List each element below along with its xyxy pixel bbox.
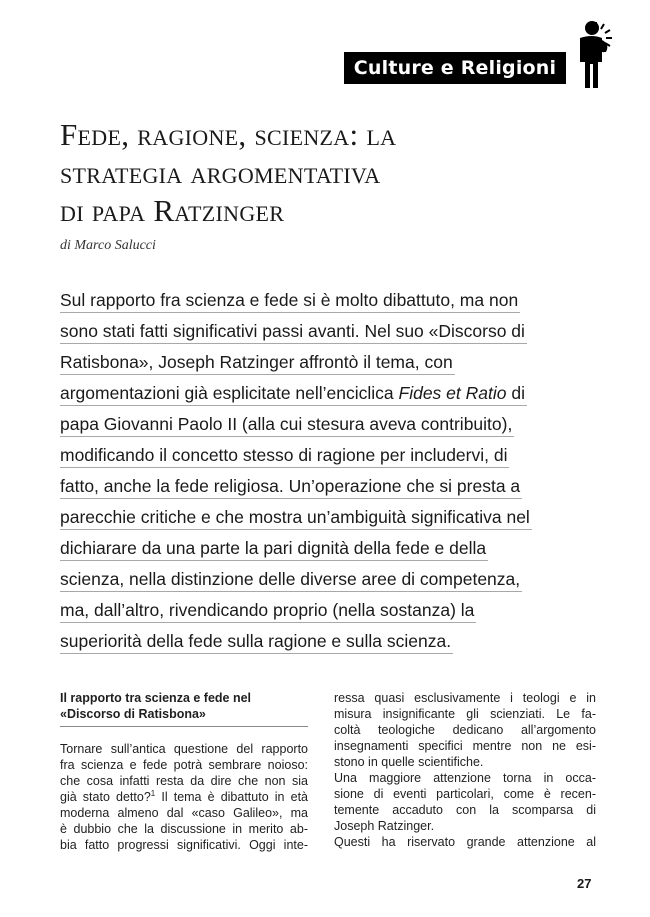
body-line: bia fatto progressi significativi. Oggi inte- (60, 838, 308, 852)
abstract-text: argomentazioni già esplicitate nell’enciclica (60, 383, 399, 403)
body-text: Il tema è dibattuto in età (155, 790, 309, 804)
body-line (60, 789, 308, 805)
subheading-divider (60, 726, 308, 727)
body-line: Joseph Ratzinger. (334, 819, 435, 833)
title-line: strategia argomentativa (60, 155, 381, 190)
body-line: Una maggiore attenzione torna in occa- (334, 771, 596, 785)
title-line: di papa Ratzinger (60, 193, 285, 228)
subheading-line: «Discorso di Ratisbona» (60, 707, 206, 721)
section-subheading (60, 690, 308, 722)
body-line: che cosa infatti resta da dire che non sia (60, 774, 308, 788)
body-line: Tornare sull’antica questione del rapporto (60, 742, 308, 756)
body-text: già stato detto? (60, 790, 151, 804)
abstract-line: papa Giovanni Paolo II (alla cui stesura aveva contribuito), (60, 412, 514, 437)
subheading-line: Il rapporto tra scienza e fede nel (60, 691, 252, 705)
body-line: stono in quelle scientifiche. (334, 755, 484, 769)
body-line: fra scienza e fede potrà sembrare noioso: (60, 758, 308, 772)
body-column-left (60, 690, 308, 853)
abstract-line: scienza, nella distinzione delle diverse aree di competenza, (60, 567, 522, 592)
abstract-line: fatto, anche la fede religiosa. Un’operazione che si presta a (60, 474, 522, 499)
author-byline: di Marco Salucci (60, 238, 156, 253)
body-line: misura insignificante gli scienziati. Le fa- (334, 707, 596, 721)
article-abstract (60, 288, 580, 660)
encyclical-title: Fides et Ratio (398, 383, 507, 403)
page-number: 27 (577, 876, 592, 891)
abstract-text: di (506, 383, 525, 403)
abstract-line: modificando il concetto stesso di ragione per includervi, di (60, 443, 509, 468)
body-line: moderna almeno dal «caso Galileo», ma (60, 806, 308, 820)
title-line: Fede, ragione, scienza: la (60, 117, 397, 152)
abstract-line: superiorità della fede sulla ragione e sulla scienza. (60, 629, 453, 654)
body-line: temente accaduto con la scomparsa di (334, 803, 596, 817)
abstract-line: Sul rapporto fra scienza e fede si è molto dibattuto, ma non (60, 288, 520, 313)
body-line: sione di eventi particolari, come è recen- (334, 787, 596, 801)
abstract-line: dichiarare da una parte la pari dignità della fede e della (60, 536, 488, 561)
thinker-figure-logo (566, 18, 618, 90)
body-line: insegnamenti specifici mentre non ne esi- (334, 739, 596, 753)
body-line: è dubbio che la discussione in merito ab- (60, 822, 308, 836)
body-line: Questi ha riservato grande attenzione al (334, 835, 596, 849)
section-label: Culture e Religioni (344, 52, 566, 84)
abstract-line: sono stati fatti significativi passi avanti. Nel suo «Discorso di (60, 319, 527, 344)
footnote-ref[interactable]: 1 (150, 789, 156, 798)
article-title (60, 116, 630, 230)
body-line: coltà teologiche dedicano all’argomento (334, 723, 596, 737)
abstract-line: ma, dall’altro, rivendicando proprio (nella sostanza) la (60, 598, 476, 623)
abstract-line: parecchie critiche e che mostra un’ambiguità significativa nel (60, 505, 532, 530)
abstract-line: Ratisbona», Joseph Ratzinger affrontò il tema, con (60, 350, 455, 375)
body-column-right (334, 690, 596, 850)
body-line: ressa quasi esclusivamente i teologi e in (334, 691, 596, 705)
abstract-line (60, 381, 527, 406)
